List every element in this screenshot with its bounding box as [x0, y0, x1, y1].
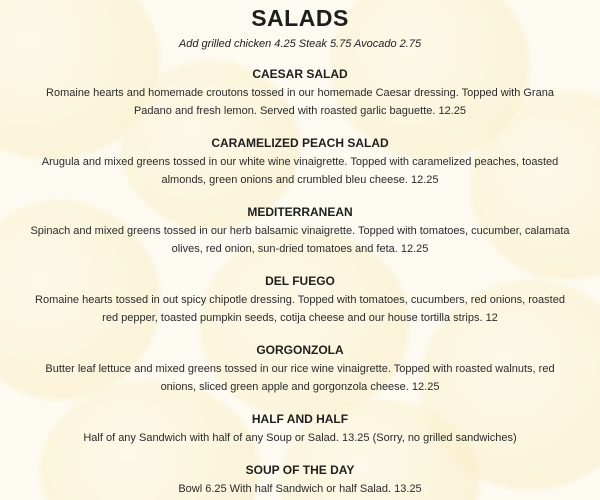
menu-item-caesar-salad [0, 66, 600, 120]
menu-item-half-and-half [0, 411, 600, 447]
menu-item-name: MEDITERRANEAN [247, 205, 353, 219]
menu-item-del-fuego [0, 273, 600, 327]
menu-item-name: HALF AND HALF [251, 412, 349, 426]
menu-item-description: Butter leaf lettuce and mixed greens tossed in our rice wine vinaigrette. Topped with roasted walnuts, red onions, sliced green apple and gorgonzola cheese. 12.25 [45, 363, 555, 393]
menu-item-description: Romaine hearts tossed in out spicy chipotle dressing. Topped with tomatoes, cucumbers, red onions, roasted red pepper, toasted pumpkin seeds, cotija cheese and our house tortilla strips. 12 [35, 294, 565, 324]
menu-item-description: Romaine hearts and homemade croutons tossed in our homemade Caesar dressing. Topped with Grana Padano and fresh lemon. Served with roasted garlic baguette. 12.25 [46, 87, 554, 117]
menu-item-gorgonzola [0, 342, 600, 396]
menu-item-caramelized-peach-salad [0, 135, 600, 189]
add-ons-note: Add grilled chicken 4.25 Steak 5.75 Avocado 2.75 [178, 38, 422, 50]
menu-item-name: CAESAR SALAD [252, 67, 348, 81]
menu-item-description: Bowl 6.25 With half Sandwich or half Salad. 13.25 [178, 483, 422, 495]
menu-item-description: Spinach and mixed greens tossed in our herb balsamic vinaigrette. Topped with tomatoes, cucumber, calamata olives, red onion, sun-dried tomatoes and feta. 12.25 [30, 225, 570, 255]
menu-item-soup-of-the-day [0, 462, 600, 498]
menu-item-name: GORGONZOLA [256, 343, 344, 357]
menu-item-name: DEL FUEGO [265, 274, 335, 288]
menu-item-description: Half of any Sandwich with half of any Soup or Salad. 13.25 (Sorry, no grilled sandwiches) [83, 432, 517, 444]
menu-item-name: SOUP OF THE DAY [245, 463, 355, 477]
menu-item-mediterranean [0, 204, 600, 258]
menu-item-name: CARAMELIZED PEACH SALAD [211, 136, 389, 150]
page-title: SALADS [251, 5, 349, 31]
menu-item-description: Arugula and mixed greens tossed in our white wine vinaigrette. Topped with caramelized peaches, toasted almonds, green onions and crumbled bleu cheese. 12.25 [41, 156, 559, 186]
